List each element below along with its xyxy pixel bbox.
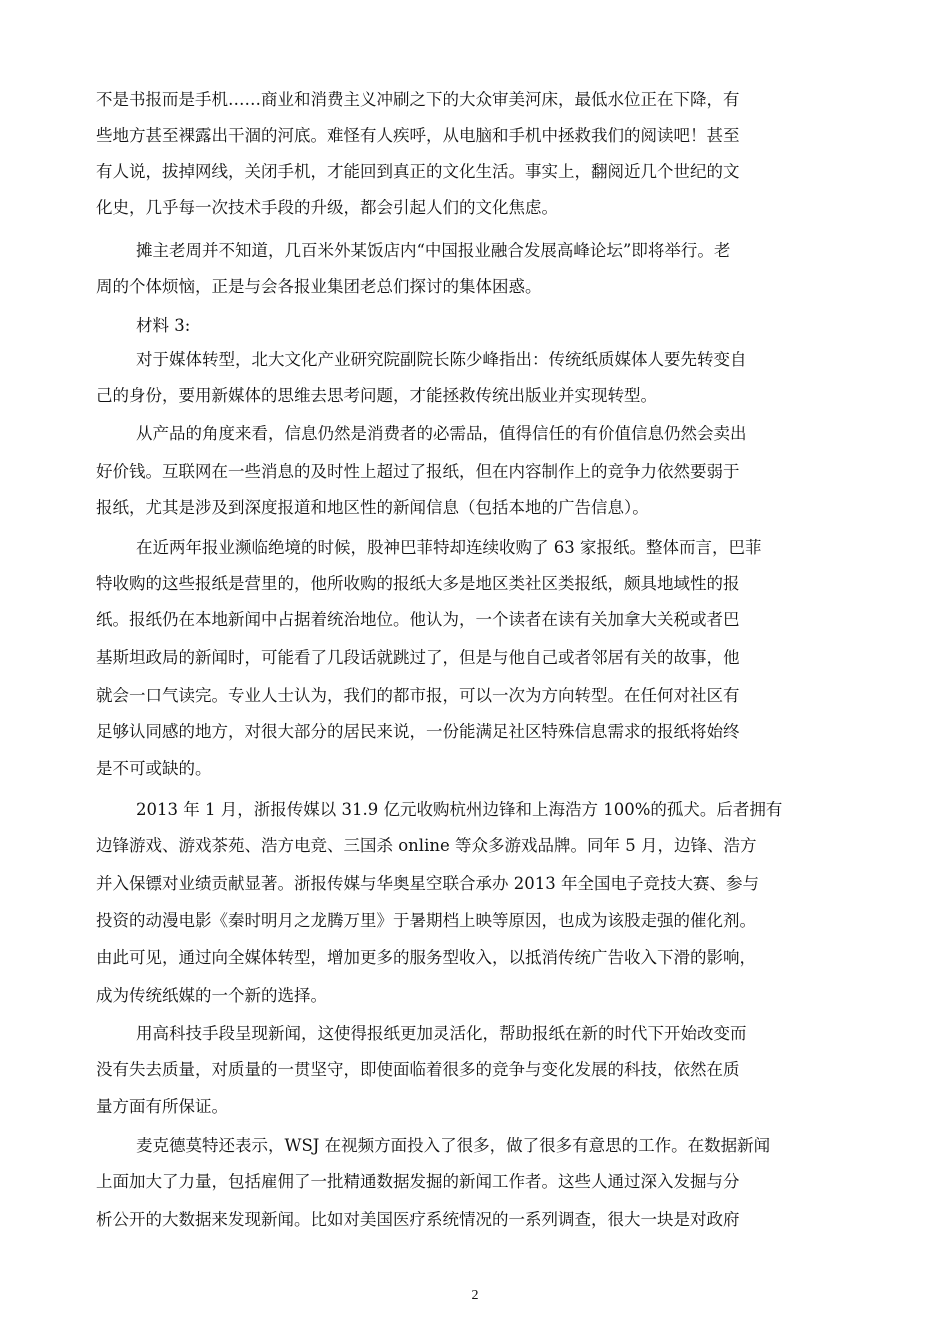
text-line: 特收购的这些报纸是营里的，他所收购的报纸大多是地区类社区类报纸，颇具地域性的报 [96,574,740,593]
text-line: 用高科技手段呈现新闻，这使得报纸更加灵活化，帮助报纸在新的时代下开始改变而 [136,1024,747,1043]
text-line: 摊主老周并不知道，几百米外某饭店内“中国报业融合发展高峰论坛”即将举行。老 [136,241,731,260]
text-line: 由此可见，通过向全媒体转型，增加更多的服务型收入，以抵消传统广告收入下滑的影响， [96,948,756,967]
text-line: 析公开的大数据来发现新闻。比如对美国医疗系统情况的一系列调查，很大一块是对政府 [96,1210,740,1229]
text-line: 边锋游戏、游戏茶苑、浩方电竞、三国杀 online 等众多游戏品牌。同年 5 月，边锋、浩方 [96,836,757,855]
text-line: 化史，几乎每一次技术手段的升级，都会引起人们的文化焦虑。 [96,198,558,217]
text-line: 在近两年报业濒临绝境的时候，股神巴菲特却连续收购了 63 家报纸。整体而言，巴菲 [136,538,762,557]
text-line: 足够认同感的地方，对很大部分的居民来说，一份能满足社区特殊信息需求的报纸将始终 [96,722,740,741]
text-line: 量方面有所保证。 [96,1097,228,1116]
text-line: 纸。报纸仍在本地新闻中占据着统治地位。他认为，一个读者在读有关加拿大关税或者巴 [96,610,740,629]
page-number: 2 [471,1288,479,1303]
section-label: 材料 3: [136,316,191,335]
text-line: 周的个体烦恼，正是与会各报业集团老总们探讨的集体困惑。 [96,277,542,296]
text-line: 就会一口气读完。专业人士认为，我们的都市报，可以一次为方向转型。在任何对社区有 [96,686,740,705]
text-line: 些地方甚至裸露出干涸的河底。难怪有人疾呼，从电脑和手机中拯救我们的阅读吧！甚至 [96,126,740,145]
text-line: 好价钱。互联网在一些消息的及时性上超过了报纸，但在内容制作上的竞争力依然要弱于 [96,462,740,481]
text-line: 投资的动漫电影《秦时明月之龙腾万里》于暑期档上映等原因，也成为该股走强的催化剂。 [96,911,756,930]
text-line: 并入保镖对业绩贡献显著。浙报传媒与华奥星空联合承办 2013 年全国电子竞技大赛、参与 [96,874,759,893]
text-line: 2013 年 1 月，浙报传媒以 31.9 亿元收购杭州边锋和上海浩方 100%的孤犬。后者拥有 [136,800,783,819]
text-line: 上面加大了力量，包括雇佣了一批精通数据发掘的新闻工作者。这些人通过深入发掘与分 [96,1172,740,1191]
text-line: 麦克德莫特还表示，WSJ 在视频方面投入了很多，做了很多有意思的工作。在数据新闻 [136,1136,771,1155]
text-line: 有人说，拔掉网线，关闭手机，才能回到真正的文化生活。事实上，翻阅近几个世纪的文 [96,162,740,181]
text-line: 没有失去质量，对质量的一贯坚守，即使面临着很多的竞争与变化发展的科技，依然在质 [96,1060,740,1079]
text-line: 对于媒体转型，北大文化产业研究院副院长陈少峰指出：传统纸质媒体人要先转变自 [136,350,747,369]
text-line: 成为传统纸媒的一个新的选择。 [96,986,327,1005]
text-line: 从产品的角度来看，信息仍然是消费者的必需品，值得信任的有价值信息仍然会卖出 [136,424,747,443]
text-line: 基斯坦政局的新闻时，可能看了几段话就跳过了，但是与他自己或者邻居有关的故事，他 [96,648,740,667]
text-line: 报纸，尤其是涉及到深度报道和地区性的新闻信息（包括本地的广告信息）。 [96,498,649,517]
text-line: 己的身份，要用新媒体的思维去思考问题，才能拯救传统出版业并实现转型。 [96,386,657,405]
text-line: 是不可或缺的。 [96,759,212,778]
text-line: 不是书报而是手机……商业和消费主义冲刷之下的大众审美河床，最低水位正在下降，有 [96,90,740,109]
